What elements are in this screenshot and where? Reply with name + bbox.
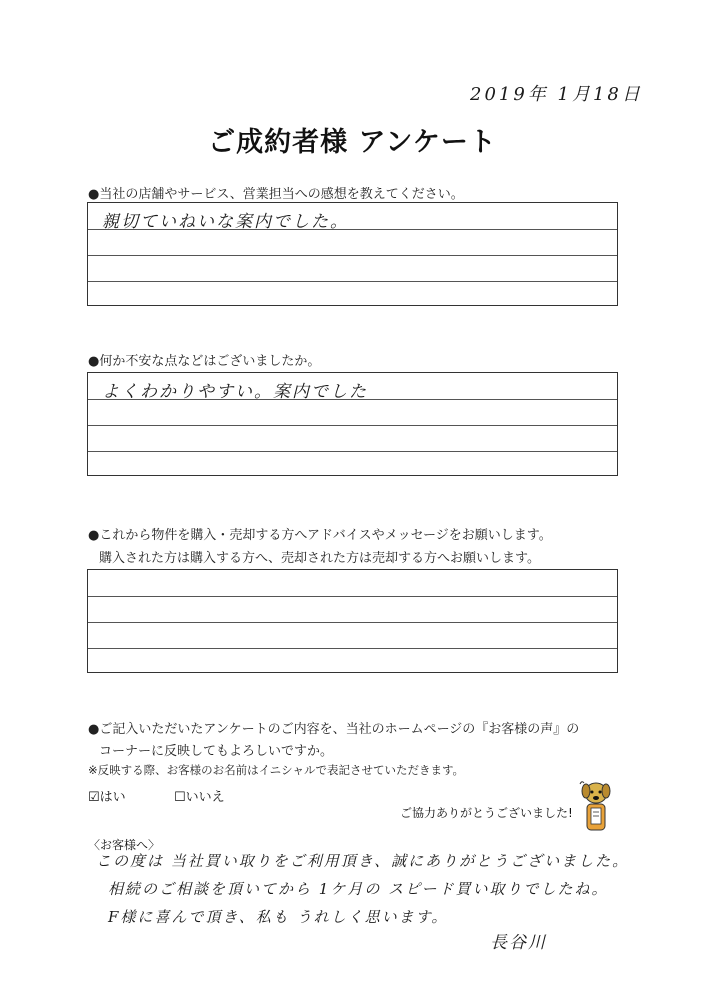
question-3: ●これから物件を購入・売却する方へアドバイスやメッセージをお願いします。: [88, 528, 552, 543]
answer-box-3[interactable]: [87, 569, 618, 673]
dog-mascot-icon: [578, 778, 614, 834]
question-3-sub: 購入された方は購入する方へ、売却された方は売却する方へお願いします。: [99, 551, 540, 566]
answer-2: よくわかりやすい。案内でした: [102, 382, 368, 402]
checkbox-no[interactable]: ☐いいえ: [174, 790, 225, 805]
page-title: ご成約者様 アンケート: [208, 127, 497, 158]
question-1: ●当社の店舗やサービス、営業担当への感想を教えてください。: [88, 187, 464, 202]
message-line-1: この度は 当社買い取りをご利用頂き、誠にありがとうございました。: [96, 852, 630, 870]
message-line-3: F様に喜んで頂き、私も うれしく思います。: [108, 908, 449, 926]
answer-1: 親切ていねいな案内でした。: [102, 212, 349, 232]
question-4: ●ご記入いただいたアンケートのご内容を、当社のホームページの『お客様の声』の: [88, 722, 580, 737]
question-2: ●何か不安な点などはございましたか。: [88, 354, 321, 369]
customer-label: 〈お客様へ〉: [88, 838, 161, 852]
staff-signature: 長谷川: [490, 933, 547, 953]
thanks-message: ご協力ありがとうございました!: [400, 806, 573, 820]
question-4-line2: コーナーに反映してもよろしいですか。: [99, 744, 334, 759]
answer-box-2[interactable]: [87, 372, 618, 476]
message-line-2: 相続のご相談を頂いてから 1ケ月の スピード買い取りでしたね。: [108, 880, 609, 898]
question-4-note: ※反映する際、お客様のお名前はイニシャルで表記させていただきます。: [88, 763, 465, 777]
checkbox-yes[interactable]: ☑はい: [88, 790, 126, 805]
answer-box-1[interactable]: [87, 202, 618, 306]
survey-date: 2019年 1月18日: [470, 84, 643, 105]
